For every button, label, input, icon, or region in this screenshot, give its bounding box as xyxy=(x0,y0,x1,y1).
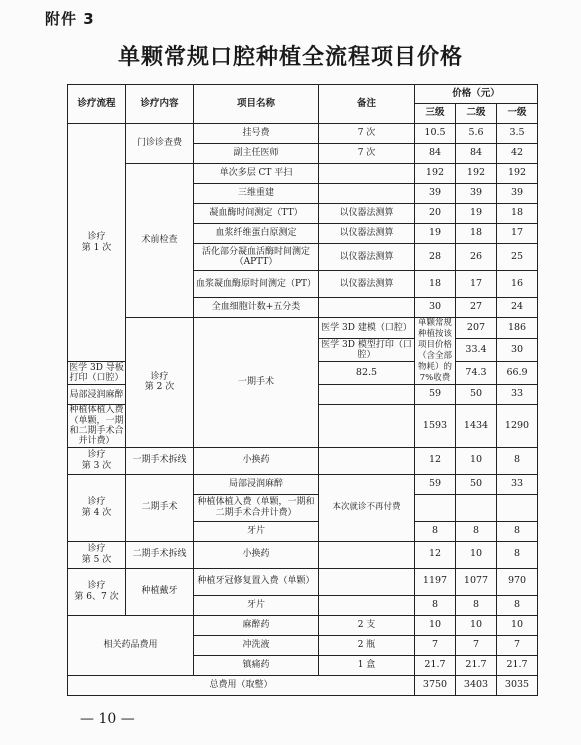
price-l1: 17 xyxy=(497,224,538,244)
price-l2: 10 xyxy=(456,447,497,474)
item-note xyxy=(319,184,415,204)
item-note: 以仪器法测算 xyxy=(319,244,415,271)
item-name: 血浆凝血酶原时间测定（PT） xyxy=(194,271,319,298)
item-note xyxy=(319,298,415,318)
content-phase2: 二期手术 xyxy=(126,474,194,541)
price-l3: 30 xyxy=(415,298,456,318)
item-name: 医学 3D 建模（口腔） xyxy=(319,318,415,339)
price-l2: 21.7 xyxy=(456,655,497,675)
price-l1: 8 xyxy=(497,447,538,474)
price-l1: 66.9 xyxy=(497,362,538,385)
price-l1: 8 xyxy=(497,541,538,568)
price-l2: 10 xyxy=(456,541,497,568)
item-note: 以仪器法测算 xyxy=(319,224,415,244)
price-l1: 21.7 xyxy=(497,655,538,675)
stage-3: 诊疗 第 3 次 xyxy=(68,447,126,474)
price-l3: 10.5 xyxy=(415,124,456,144)
price-l3: 20 xyxy=(415,204,456,224)
content-drugs: 相关药品费用 xyxy=(68,615,194,675)
header-level2: 二级 xyxy=(456,104,497,124)
price-l2 xyxy=(456,494,497,521)
item-note: 2 瓶 xyxy=(319,635,415,655)
table-row xyxy=(68,615,538,635)
table-row xyxy=(68,541,538,568)
stage-4: 诊疗 第 4 次 xyxy=(68,474,126,541)
item-note: 1 盒 xyxy=(319,655,415,675)
item-name: 牙片 xyxy=(194,521,319,541)
price-l1: 16 xyxy=(497,271,538,298)
table-row xyxy=(68,474,538,494)
header-row xyxy=(68,85,538,104)
price-l2: 5.6 xyxy=(456,124,497,144)
total-label: 总费用（取整） xyxy=(68,675,415,695)
content-phase1-removal: 一期手术拆线 xyxy=(126,447,194,474)
header-content: 诊疗内容 xyxy=(126,85,194,124)
item-name: 血浆纤维蛋白原测定 xyxy=(194,224,319,244)
content-outpatient: 门诊诊查费 xyxy=(126,124,194,164)
content-preop: 术前检查 xyxy=(126,164,194,318)
header-level3: 三级 xyxy=(415,104,456,124)
total-l2: 3403 xyxy=(456,675,497,695)
price-l2: 8 xyxy=(456,521,497,541)
item-name: 冲洗液 xyxy=(194,635,319,655)
price-l2: 39 xyxy=(456,184,497,204)
price-l2: 27 xyxy=(456,298,497,318)
item-name: 种植牙冠修复置入费（单颗） xyxy=(194,568,319,595)
item-note xyxy=(319,595,415,615)
item-note xyxy=(319,164,415,184)
item-name: 凝血酶时间测定（TT） xyxy=(194,204,319,224)
stage-5: 诊疗 第 5 次 xyxy=(68,541,126,568)
total-row xyxy=(68,675,538,695)
price-l2: 30 xyxy=(497,339,538,362)
table-row xyxy=(68,124,538,144)
price-l1: 42 xyxy=(497,144,538,164)
price-l1: 25 xyxy=(497,244,538,271)
document-title: 单颗常规口腔种植全流程项目价格 xyxy=(117,44,463,70)
price-l1: 33 xyxy=(497,385,538,405)
item-name: 三维重建 xyxy=(194,184,319,204)
price-l3: 207 xyxy=(456,318,497,339)
stage-6-7: 诊疗 第 6、7 次 xyxy=(68,568,126,615)
shared-note-phase1: 单颗常规种植按该项目价格（含全部物耗）的 7%收费 xyxy=(415,318,456,385)
price-l1: 970 xyxy=(497,568,538,595)
price-l2: 74.3 xyxy=(456,362,497,385)
item-name: 单次多层 CT 平扫 xyxy=(194,164,319,184)
price-l2: 8 xyxy=(456,595,497,615)
item-name: 医学 3D 模型打印（口腔） xyxy=(319,339,415,362)
table-row xyxy=(68,164,538,184)
price-l3: 59 xyxy=(415,474,456,494)
price-l2: 7 xyxy=(456,635,497,655)
page-number: — 10 — xyxy=(80,711,135,727)
price-l2: 26 xyxy=(456,244,497,271)
price-l3: 21.7 xyxy=(415,655,456,675)
price-l3: 59 xyxy=(415,385,456,405)
price-l3: 1197 xyxy=(415,568,456,595)
table-row xyxy=(68,568,538,595)
item-note: 7 次 xyxy=(319,144,415,164)
content-phase2-removal: 二期手术拆线 xyxy=(126,541,194,568)
item-name: 小换药 xyxy=(194,447,319,474)
price-l1: 7 xyxy=(497,635,538,655)
item-note xyxy=(319,568,415,595)
item-name: 副主任医师 xyxy=(194,144,319,164)
price-l1: 192 xyxy=(497,164,538,184)
price-l2: 84 xyxy=(456,144,497,164)
price-l1: 18 xyxy=(497,204,538,224)
stage-2: 诊疗 第 2 次 xyxy=(126,318,194,448)
item-name: 局部浸润麻醉 xyxy=(194,474,319,494)
price-l3: 33.4 xyxy=(456,339,497,362)
item-name: 小换药 xyxy=(194,541,319,568)
content-phase1: 一期手术 xyxy=(194,318,319,448)
header-level1: 一级 xyxy=(497,104,538,124)
price-l1: 33 xyxy=(497,474,538,494)
item-note xyxy=(319,447,415,474)
price-l3: 39 xyxy=(415,184,456,204)
price-l3: 7 xyxy=(415,635,456,655)
price-l2: 186 xyxy=(497,318,538,339)
price-l3: 8 xyxy=(415,521,456,541)
table-row xyxy=(68,447,538,474)
item-name: 全血细胞计数+五分类 xyxy=(194,298,319,318)
price-l3: 84 xyxy=(415,144,456,164)
shared-note-phase2: 本次就诊不再付费 xyxy=(319,474,415,541)
price-l1: 8 xyxy=(497,595,538,615)
price-l1: 8 xyxy=(497,521,538,541)
price-l1 xyxy=(497,494,538,521)
item-note xyxy=(319,385,415,405)
stage-1: 诊疗 第 1 次 xyxy=(68,124,126,362)
price-l2: 1077 xyxy=(456,568,497,595)
header-price: 价格（元） xyxy=(415,85,538,104)
item-name: 种植体植入费（单颗，一期和二期手术合并计费） xyxy=(69,405,124,447)
header-note: 备注 xyxy=(319,85,415,124)
price-l1: 39 xyxy=(497,184,538,204)
price-l3: 28 xyxy=(415,244,456,271)
price-l2: 10 xyxy=(456,615,497,635)
price-l3: 82.5 xyxy=(319,362,415,385)
price-l3: 18 xyxy=(415,271,456,298)
price-l3: 10 xyxy=(415,615,456,635)
item-name: 医学 3D 导板打印（口腔） xyxy=(69,362,124,384)
price-l3 xyxy=(415,494,456,521)
item-name: 麻醉药 xyxy=(194,615,319,635)
item-note: 以仪器法测算 xyxy=(319,271,415,298)
price-table xyxy=(67,84,538,696)
item-note: 2 支 xyxy=(319,615,415,635)
price-l2: 17 xyxy=(456,271,497,298)
price-l1: 1290 xyxy=(497,405,538,447)
item-note: 7 次 xyxy=(319,124,415,144)
item-name: 镇痛药 xyxy=(194,655,319,675)
item-name: 牙片 xyxy=(194,595,319,615)
item-name: 局部浸润麻醉 xyxy=(68,385,126,405)
total-l1: 3035 xyxy=(497,675,538,695)
price-l3: 1593 xyxy=(415,405,456,447)
price-l2: 19 xyxy=(456,204,497,224)
item-name: 挂号费 xyxy=(194,124,319,144)
item-note xyxy=(319,405,415,447)
price-l3: 8 xyxy=(415,595,456,615)
item-note: 以仪器法测算 xyxy=(319,204,415,224)
item-name: 活化部分凝血活酶时间测定（APTT） xyxy=(194,244,319,271)
price-l2: 18 xyxy=(456,224,497,244)
content-crown: 种植戴牙 xyxy=(126,568,194,615)
header-flow: 诊疗流程 xyxy=(68,85,126,124)
price-l2: 192 xyxy=(456,164,497,184)
header-item: 项目名称 xyxy=(194,85,319,124)
item-name: 种植体植入费（单颗，一期和二期手术合并计费） xyxy=(194,494,319,521)
total-l3: 3750 xyxy=(415,675,456,695)
price-l3: 192 xyxy=(415,164,456,184)
attachment-label: 附件 3 xyxy=(45,10,95,28)
price-l1: 10 xyxy=(497,615,538,635)
item-note xyxy=(319,541,415,568)
price-l2: 50 xyxy=(456,474,497,494)
price-l1: 3.5 xyxy=(497,124,538,144)
table-row xyxy=(68,318,538,339)
price-l1: 24 xyxy=(497,298,538,318)
price-l2: 1434 xyxy=(456,405,497,447)
price-l2: 50 xyxy=(456,385,497,405)
price-l3: 19 xyxy=(415,224,456,244)
price-l3: 12 xyxy=(415,541,456,568)
price-l3: 12 xyxy=(415,447,456,474)
